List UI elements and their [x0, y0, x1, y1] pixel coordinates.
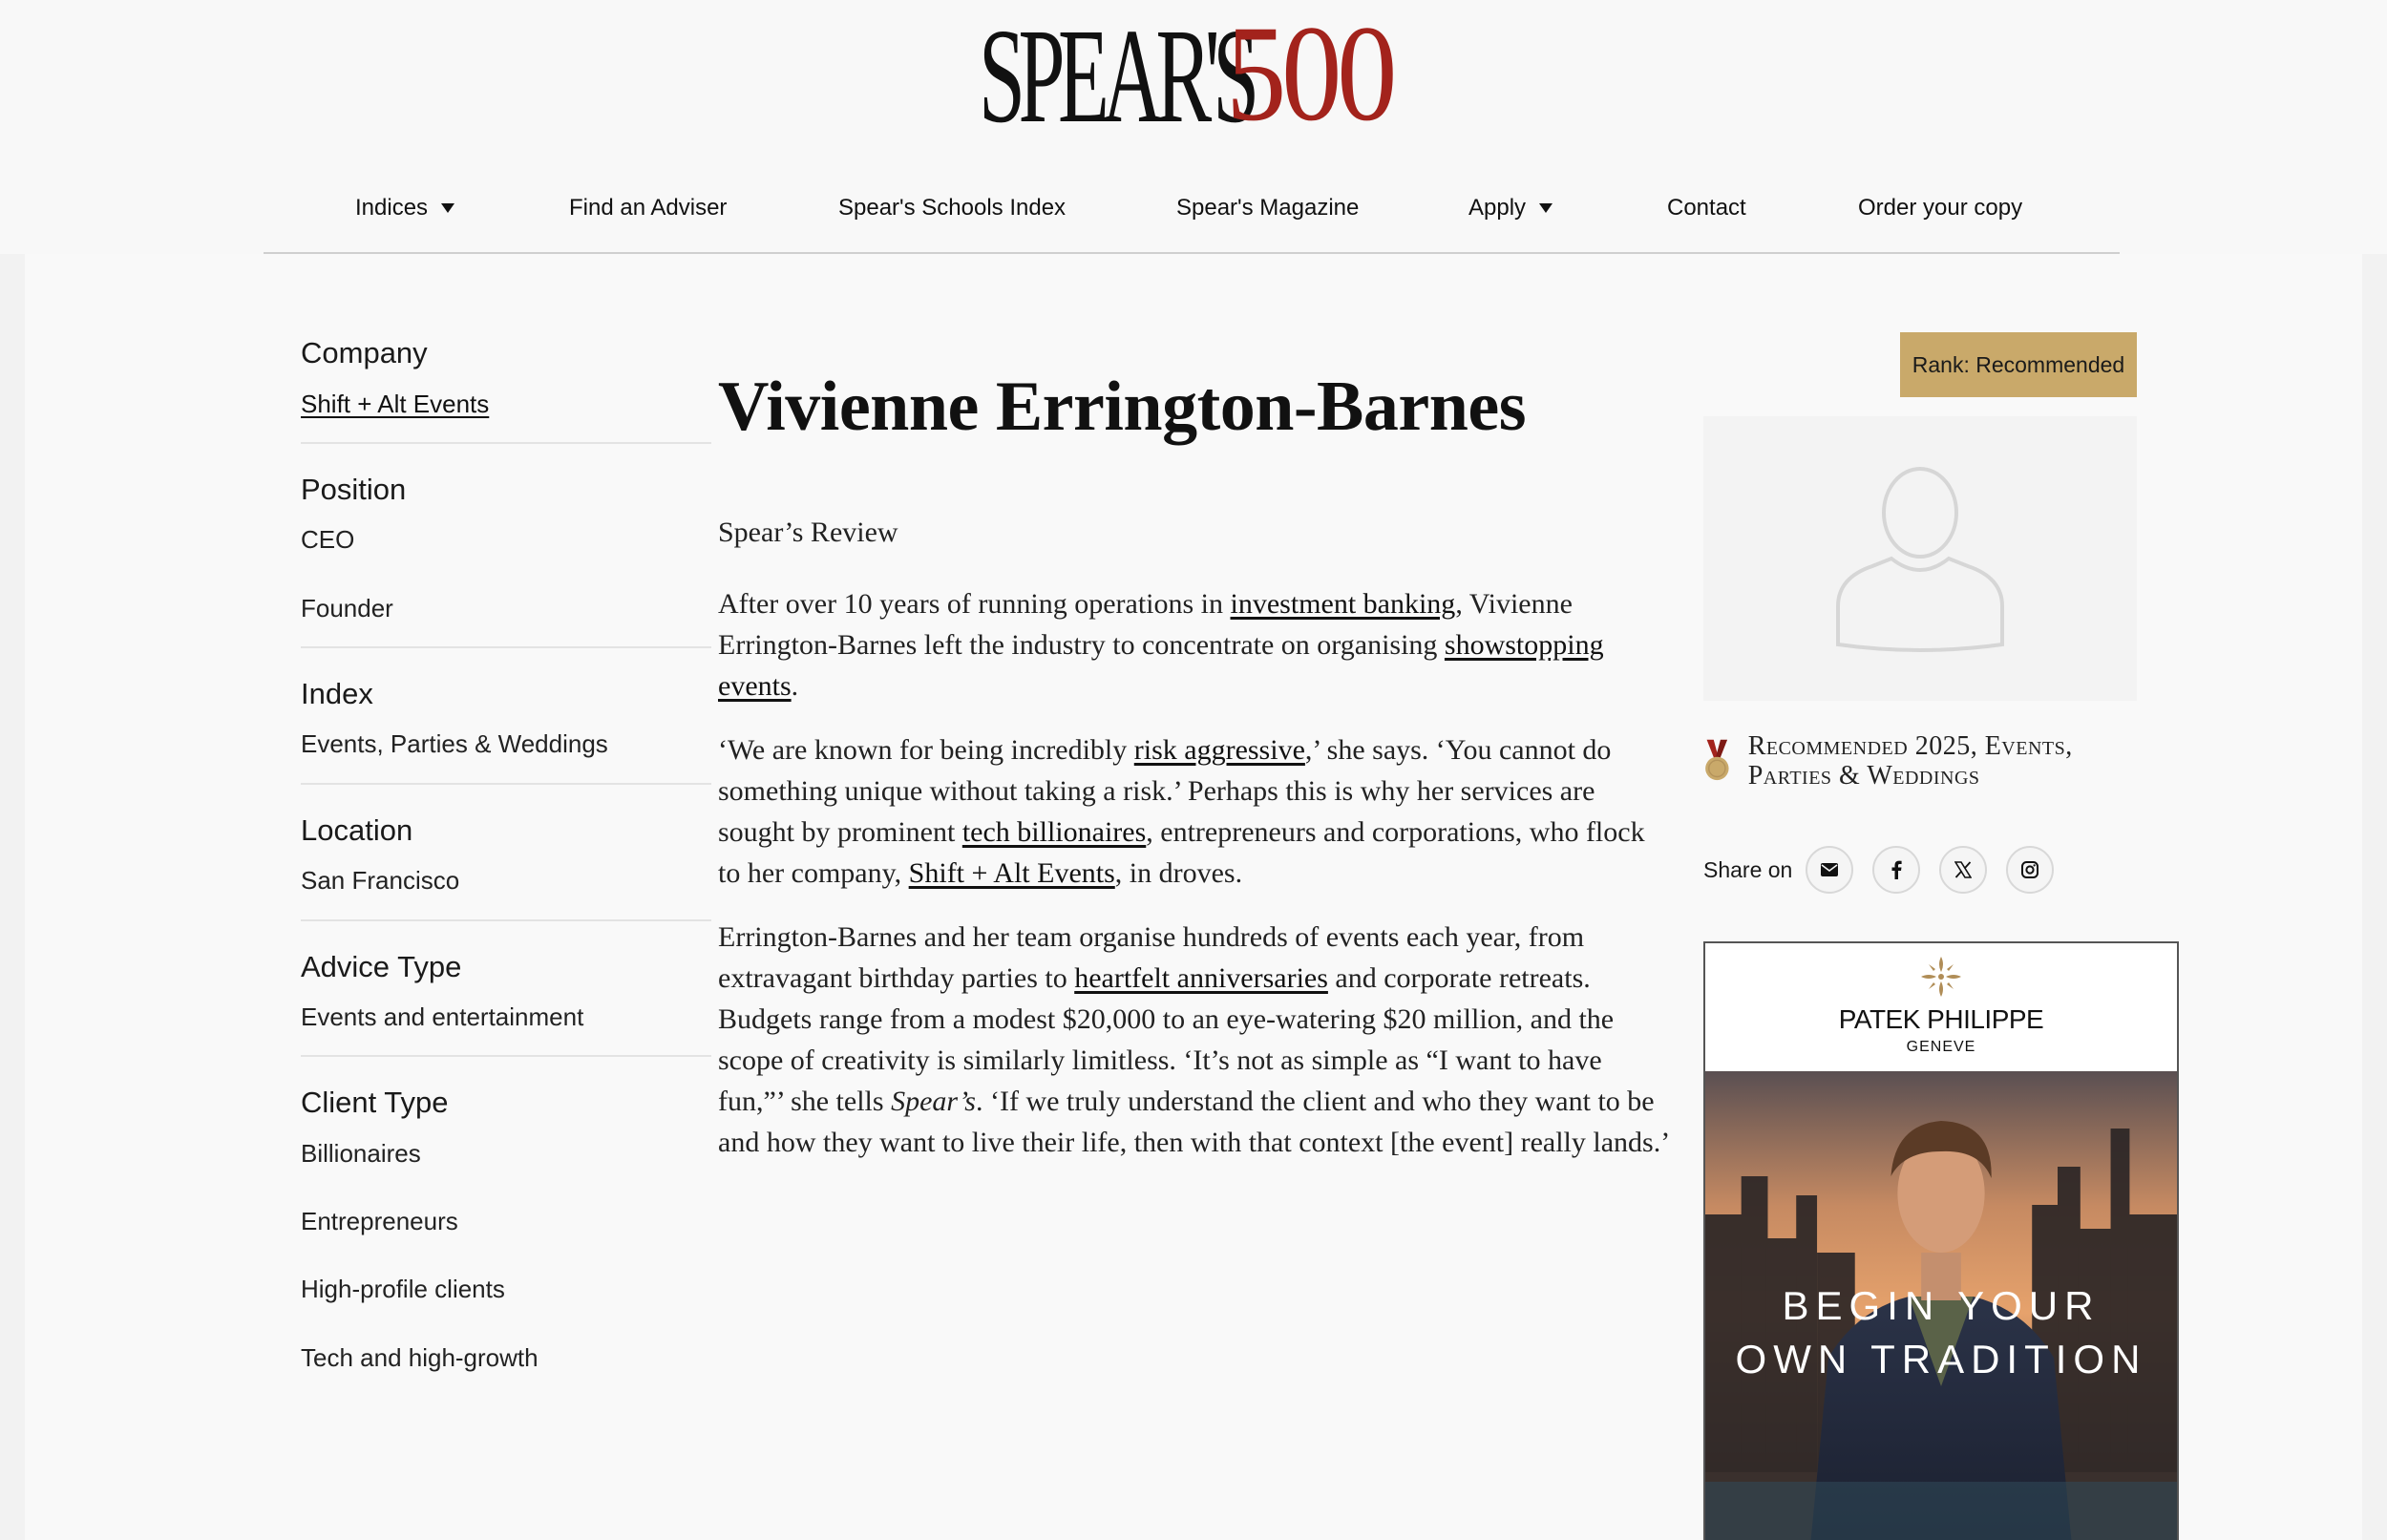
nav-magazine[interactable] — [1176, 195, 1359, 222]
ad-tagline-line-2: OWN TRADITION — [1735, 1337, 2147, 1382]
nav-label: Spear's Magazine — [1176, 195, 1360, 221]
client-type-value: Billionaires — [301, 1138, 421, 1168]
review-heading: Spear’s Review — [718, 517, 898, 549]
nav-label: Apply — [1468, 195, 1527, 221]
rank-badge: Rank: Recommended — [1900, 332, 2137, 397]
medal-icon — [1703, 731, 1731, 791]
facet-title: Client Type — [301, 1086, 449, 1120]
client-type-value: Entrepreneurs — [301, 1207, 458, 1236]
text: ,’ she says. ‘You cannot do something unique without taking a risk.’ Perhaps this is why her services are sought by prominent — [718, 734, 1612, 849]
facet-title: Location — [301, 812, 413, 847]
advertisement[interactable] — [1703, 941, 2179, 1540]
client-type-value: Tech and high-growth — [301, 1342, 539, 1372]
nav-find-adviser[interactable] — [569, 195, 727, 222]
text: ‘We are known for being incredibly — [718, 734, 1134, 767]
text: and corporate retreats. Budgets range from a modest $20,000 to an eye-watering $20 million, and the scope of creativity is similarly limitless. ‘It’s not as simple as “I want to have fun,”’ she tells — [718, 962, 1615, 1118]
link-company[interactable]: Shift + Alt Events — [908, 857, 1115, 890]
link-showstopping-events[interactable]: showstopping events — [718, 629, 1604, 703]
text: Errington-Barnes and her team organise hundreds of events each year, from extravagant birthday parties to — [718, 921, 1585, 995]
link-heartfelt-anniversaries[interactable]: heartfelt anniversaries — [1074, 962, 1328, 995]
nav-label: Contact — [1667, 195, 1746, 221]
x-icon — [1954, 861, 1972, 878]
text: , in droves. — [1114, 857, 1243, 890]
text: , Vivienne Errington-Barnes left the industry to concentrate on organising — [718, 588, 1573, 662]
review-paragraph-3 — [718, 917, 1673, 1163]
facet-title: Advice Type — [301, 949, 462, 983]
instagram-icon — [2021, 861, 2038, 878]
nav-indices[interactable] — [355, 195, 454, 222]
email-icon — [1821, 863, 1838, 876]
facet-title: Index — [301, 676, 373, 710]
spears-500-logo[interactable] — [979, 0, 1408, 151]
nav-order-copy[interactable] — [1858, 195, 2022, 222]
nav-label: Find an Adviser — [569, 195, 728, 221]
chevron-down-icon — [1539, 203, 1553, 213]
share-email-button[interactable] — [1806, 846, 1853, 894]
facet-title: Position — [301, 472, 407, 506]
link-investment-banking[interactable]: investment banking — [1230, 588, 1456, 621]
text: . — [791, 670, 799, 703]
position-value: CEO — [301, 525, 355, 555]
position-value: Founder — [301, 593, 393, 622]
nav-label: Indices — [355, 195, 429, 221]
share-bar — [1703, 846, 2073, 894]
profile-facets — [301, 336, 711, 1424]
nav-contact[interactable] — [1667, 195, 1746, 222]
ad-brand-city: GENEVE — [1906, 1039, 1976, 1055]
site-header — [0, 0, 2387, 254]
company-link[interactable]: Shift + Alt Events — [301, 389, 490, 418]
nav-label: Spear's Schools Index — [838, 195, 1067, 221]
share-instagram-button[interactable] — [2006, 846, 2054, 894]
nav-label: Order your copy — [1858, 195, 2023, 221]
user-placeholder-icon — [1834, 463, 2006, 654]
link-tech-billionaires[interactable]: tech billionaires — [961, 816, 1147, 849]
review-paragraph-2 — [718, 729, 1673, 894]
nav-apply[interactable] — [1468, 195, 1553, 222]
facet-position — [301, 473, 711, 648]
facet-client-type — [301, 1086, 711, 1395]
profile-photo-placeholder — [1703, 416, 2137, 701]
publication-name: Spear’s — [891, 1086, 976, 1118]
text: , entrepreneurs and corporations, who flock to her company, — [718, 816, 1645, 890]
index-value: Events, Parties & Weddings — [301, 729, 608, 759]
chevron-down-icon — [441, 203, 454, 213]
client-type-value: High-profile clients — [301, 1275, 505, 1304]
ad-header — [1705, 943, 2177, 1071]
main-nav — [264, 187, 2120, 254]
advice-type-value: Events and entertainment — [301, 1002, 584, 1032]
review-paragraph-1 — [718, 583, 1673, 707]
facet-company — [301, 336, 711, 444]
share-label: Share on — [1703, 856, 1793, 882]
facebook-icon — [1891, 860, 1902, 879]
link-risk-aggressive[interactable]: risk aggressive — [1133, 734, 1305, 767]
ad-tagline-line-1: BEGIN YOUR — [1782, 1283, 2101, 1328]
share-facebook-button[interactable] — [1872, 846, 1920, 894]
facet-advice-type — [301, 950, 711, 1058]
share-x-button[interactable] — [1939, 846, 1987, 894]
logo-number: 500 — [1226, 0, 1393, 150]
text: . ‘If we truly understand the client and who they want to be and how they want to live their life, then with that context [the event] really lands.’ — [718, 1086, 1671, 1159]
award-text: Recommended 2025, Events, Parties & Weddings — [1747, 731, 2073, 791]
logo-wordmark: SPEAR'S — [979, 0, 1253, 151]
nav-schools-index[interactable] — [838, 195, 1066, 222]
facet-location — [301, 813, 711, 921]
text: After over 10 years of running operations in — [718, 588, 1231, 621]
calatrava-cross-icon — [1919, 955, 1963, 999]
profile-page — [25, 254, 2362, 1540]
ad-brand-name: PATEK PHILIPPE — [1838, 1004, 2044, 1034]
facet-title: Company — [301, 336, 428, 369]
facet-index — [301, 677, 711, 785]
profile-name: Vivienne Errington-Barnes — [718, 368, 1527, 446]
location-value: San Francisco — [301, 866, 460, 896]
award-block — [1703, 731, 2152, 791]
profile-article — [718, 369, 1673, 1186]
